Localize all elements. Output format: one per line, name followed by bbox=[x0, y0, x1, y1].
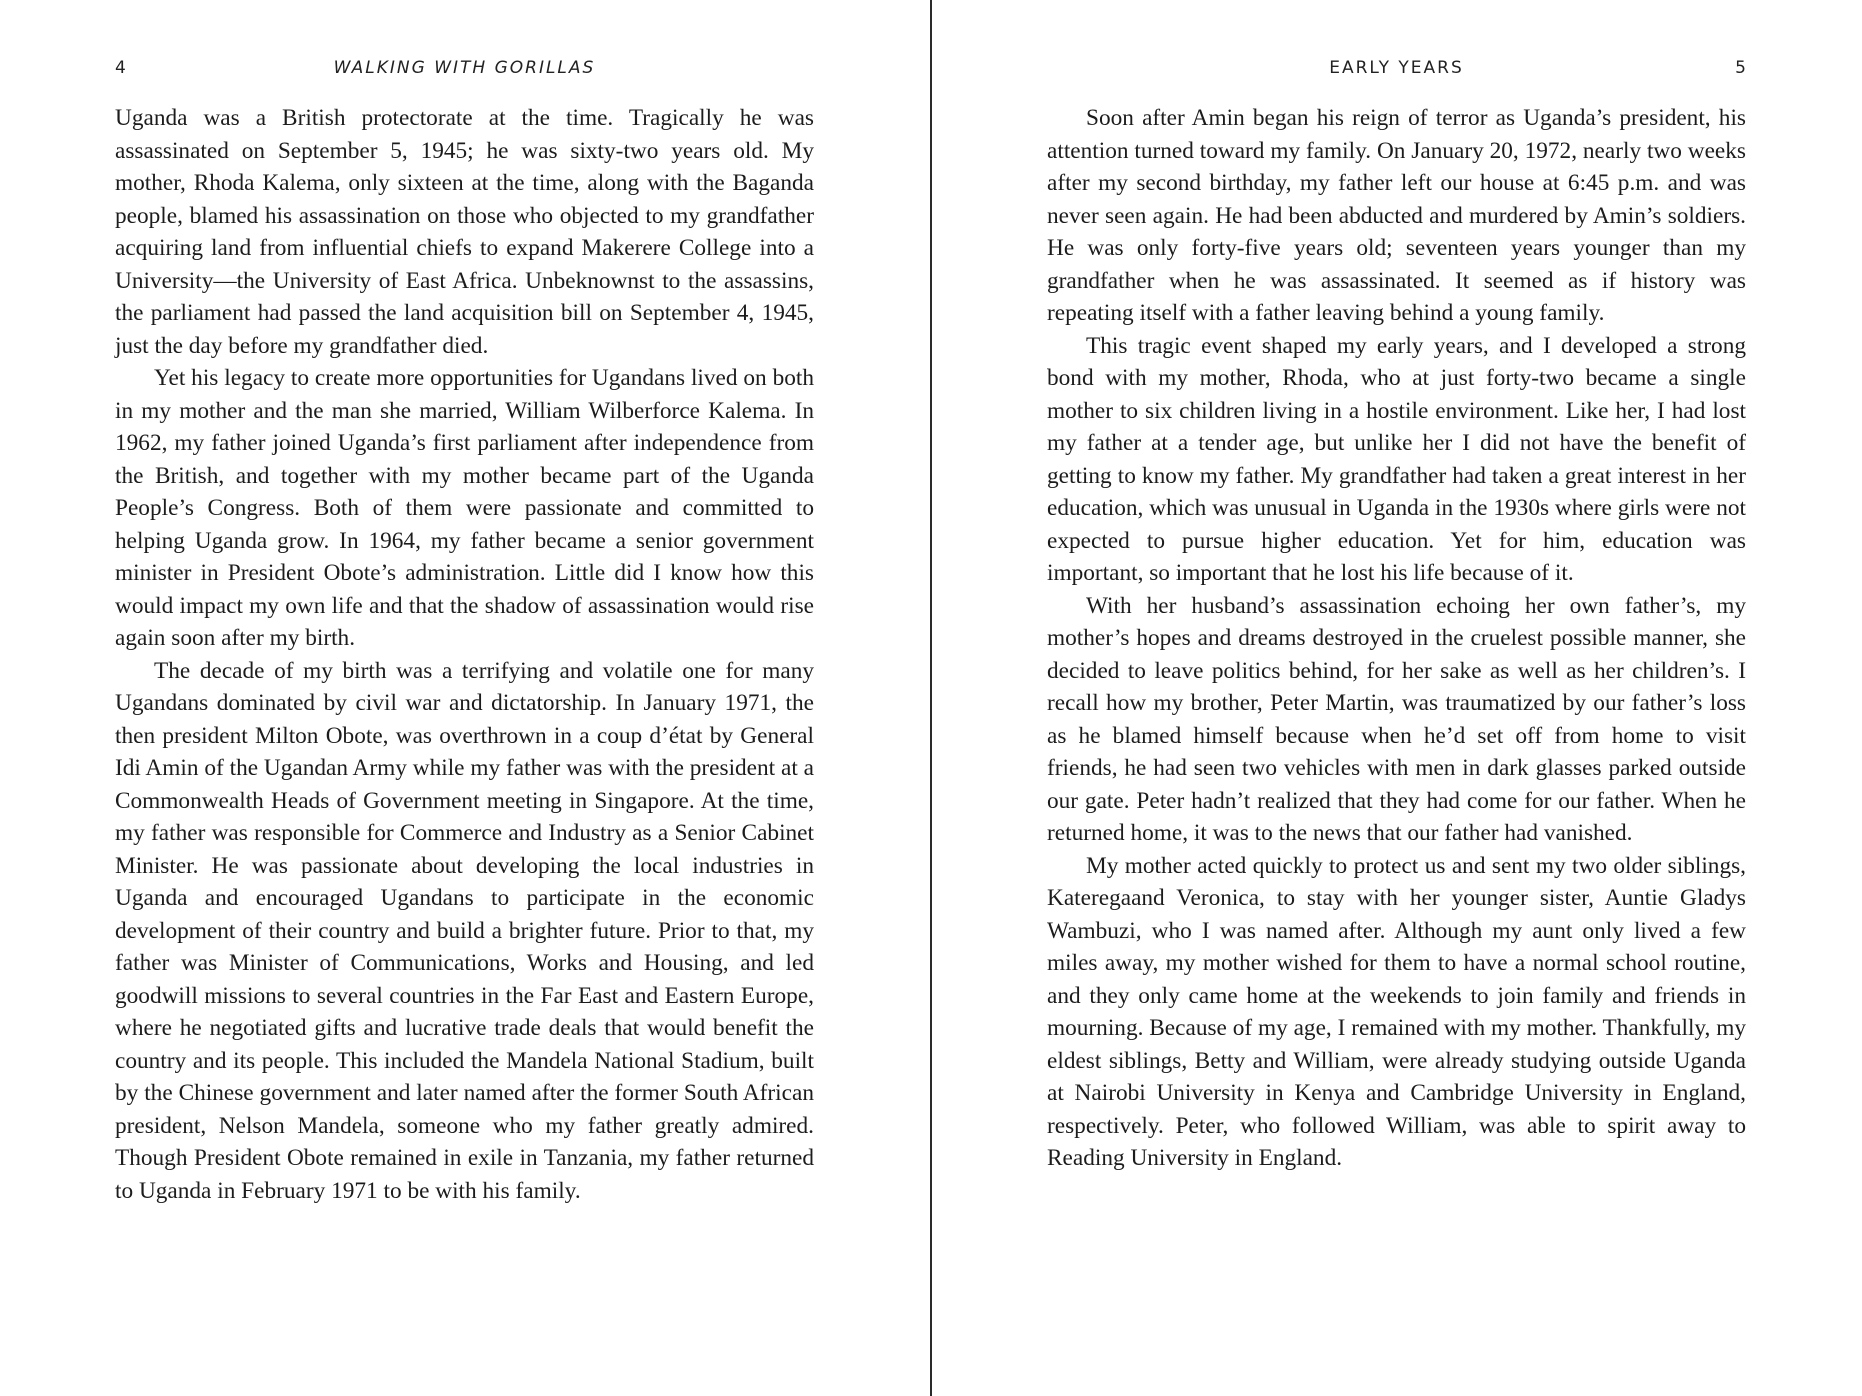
page-divider bbox=[930, 0, 932, 1396]
paragraph: Uganda was a British protectorate at the time. Tragically he was assassinated on September 5, 1945; he was sixty-two years old. My mother, Rhoda Kalema, only sixteen at the time, along with the Baganda people, blamed his assassination on those who objected to my grandfather acquiring land from influential chiefs to expand Makerere College into a University—the University of East Africa. Unbeknownst to the assassins, the parliament had passed the land acquisition bill on September 4, 1945, just the day before my grandfather died. bbox=[115, 105, 814, 359]
paragraph: Yet his legacy to create more opportunities for Ugandans lived on both in my mother and the man she married, William Wilberforce Kalema. In 1962, my father joined Uganda’s first parliament after independence from the British, and together with my mother became part of the Uganda People’s Congress. Both of them were passionate and committed to helping Uganda grow. In 1964, my father became a senior government minister in President Obote’s administration. Little did I know how this would impact my own life and that the shadow of assassination would rise again soon after my birth. bbox=[115, 365, 814, 651]
paragraph: My mother acted quickly to protect us and sent my two older siblings, Kateregaand Veronica, to stay with her younger sister, Auntie Gladys Wambuzi, who I was named after. Although my aunt only lived a few miles away, my mother wished for them to have a normal school routine, and they only came home at the weekends to join family and friends in mourning. Because of my age, I remained with my mother. Thankfully, my eldest siblings, Betty and William, were already studying outside Uganda at Nairobi University in Kenya and Cambridge University in England, respectively. Peter, who followed William, was able to spirit away to Reading University in England. bbox=[1047, 852, 1746, 1171]
paragraph: The decade of my birth was a terrifying and volatile one for many Ugandans dominated by civil war and dictatorship. In January 1971, the then president Milton Obote, was overthrown in a coup d’état by General Idi Amin of the Ugandan Army while my father was with the president at a Commonwealth Heads of Government meeting in Singapore. At the time, my father was responsible for Commerce and Industry as a Senior Cabinet Minister. He was passionate about developing the local industries in Uganda and encouraged Ugandans to participate in the economic development of their country and build a brighter future. Prior to that, my father was Minister of Communications, Works and Housing, and led goodwill missions to several countries in the Far East and Eastern Europe, where he negotiated gifts and lucrative trade deals that would benefit the country and its people. This included the Mandela National Stadium, built by the Chinese government and later named after the former South African president, Nelson Mandela, someone who my father greatly admired. Though President Obote remained in exile in Tanzania, my father returned to Uganda in February 1971 to be with his family. bbox=[115, 657, 814, 1204]
right-page-number: 5 bbox=[1735, 58, 1746, 78]
left-running-head bbox=[115, 56, 814, 80]
left-body-text bbox=[115, 102, 814, 1207]
chapter-title-header: EARLY YEARS bbox=[1329, 58, 1464, 78]
right-body-text bbox=[1047, 102, 1746, 1175]
paragraph: With her husband’s assassination echoing her own father’s, my mother’s hopes and dreams destroyed in the cruelest possible manner, she decided to leave politics behind, for her sake as well as her children’s. I recall how my brother, Peter Martin, was traumatized by our father’s loss as he blamed himself because when he’d set off from home to visit friends, he had seen two vehicles with men in dark glasses parked outside our gate. Peter hadn’t realized that they had come for our father. When he returned home, it was to the news that our father had vanished. bbox=[1047, 592, 1746, 846]
paragraph: This tragic event shaped my early years, and I developed a strong bond with my mother, Rhoda, who at just forty-two became a single mother to six children living in a hostile environment. Like her, I had lost my father at a tender age, but unlike her I did not have the benefit of getting to know my father. My grandfather had taken a great interest in her education, which was unusual in Uganda in the 1930s where girls were not expected to pursue higher education. Yet for him, education was important, so important that he lost his life because of it. bbox=[1047, 332, 1746, 586]
paragraph: Soon after Amin began his reign of terror as Uganda’s president, his attention turned toward my family. On January 20, 1972, nearly two weeks after my second birthday, my father left our house at 6:45 p.m. and was never seen again. He had been abducted and murdered by Amin’s soldiers. He was only forty-five years old; seventeen years younger than my grandfather when he was assassinated. It seemed as if history was repeating itself with a father leaving behind a young family. bbox=[1047, 105, 1746, 326]
book-title-header: WALKING WITH GORILLAS bbox=[333, 58, 596, 78]
right-page bbox=[933, 0, 1862, 1396]
right-running-head bbox=[1047, 56, 1746, 80]
left-page-number: 4 bbox=[115, 58, 126, 78]
